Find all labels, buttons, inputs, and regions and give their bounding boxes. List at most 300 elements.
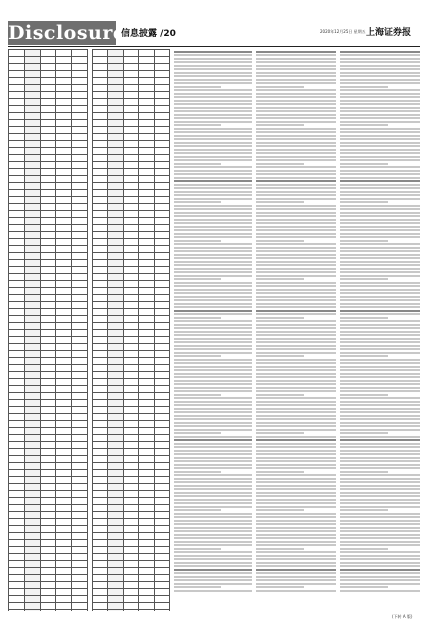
table-cell	[56, 246, 72, 253]
table-cell	[108, 57, 123, 64]
table-cell	[56, 505, 72, 512]
table-row	[9, 141, 88, 148]
table-cell	[72, 449, 88, 456]
table-cell	[154, 197, 169, 204]
table-cell	[24, 183, 40, 190]
text-line	[340, 401, 420, 403]
table-cell	[154, 162, 169, 169]
table-cell	[139, 281, 154, 288]
table-cell	[56, 386, 72, 393]
table-cell	[9, 344, 25, 351]
text-line	[340, 502, 420, 504]
table-cell	[24, 575, 40, 582]
holdings-table-2	[92, 49, 170, 611]
table-cell	[24, 281, 40, 288]
table-cell	[24, 533, 40, 540]
text-line	[256, 275, 336, 277]
table-cell	[9, 225, 25, 232]
table-cell	[24, 456, 40, 463]
text-line	[340, 114, 420, 116]
text-line	[256, 481, 336, 483]
text-line	[340, 299, 420, 301]
table-row	[93, 568, 170, 575]
table-cell	[24, 519, 40, 526]
table-cell	[9, 106, 25, 113]
table-row	[9, 120, 88, 127]
text-line	[340, 478, 420, 480]
text-line	[174, 352, 252, 354]
table-cell	[72, 141, 88, 148]
text-line	[340, 296, 420, 298]
table-cell	[72, 358, 88, 365]
table-cell	[139, 435, 154, 442]
table-cell	[9, 92, 25, 99]
table-cell	[123, 85, 138, 92]
table-cell	[72, 211, 88, 218]
table-cell	[139, 470, 154, 477]
text-line	[340, 569, 420, 571]
table-cell	[93, 400, 108, 407]
text-line	[340, 579, 420, 581]
table-cell	[93, 50, 108, 57]
text-line	[174, 488, 252, 490]
table-cell	[72, 155, 88, 162]
table-cell	[123, 442, 138, 449]
text-line	[256, 268, 336, 270]
table-cell	[56, 169, 72, 176]
table-cell	[72, 603, 88, 610]
table-cell	[154, 218, 169, 225]
table-row	[9, 575, 88, 582]
text-line	[174, 408, 252, 410]
text-line	[174, 226, 252, 228]
table-cell	[9, 162, 25, 169]
table-cell	[40, 323, 56, 330]
table-cell	[139, 477, 154, 484]
table-cell	[93, 281, 108, 288]
table-cell	[40, 64, 56, 71]
table-cell	[123, 379, 138, 386]
table-cell	[139, 498, 154, 505]
table-cell	[123, 113, 138, 120]
table-row	[9, 435, 88, 442]
text-line	[340, 495, 420, 497]
table-cell	[24, 484, 40, 491]
table-row	[9, 302, 88, 309]
table-cell	[72, 421, 88, 428]
table-cell	[9, 141, 25, 148]
table-cell	[24, 407, 40, 414]
table-row	[93, 372, 170, 379]
table-cell	[93, 295, 108, 302]
table-cell	[108, 540, 123, 547]
text-line	[340, 121, 420, 123]
table-cell	[56, 239, 72, 246]
table-cell	[139, 414, 154, 421]
table-cell	[9, 176, 25, 183]
text-line	[340, 303, 420, 305]
table-cell	[72, 106, 88, 113]
table-cell	[154, 260, 169, 267]
table-cell	[72, 148, 88, 155]
text-line	[340, 124, 388, 126]
table-row	[93, 379, 170, 386]
table-cell	[24, 246, 40, 253]
text-line	[340, 282, 420, 284]
table-row	[9, 50, 88, 57]
table-cell	[40, 106, 56, 113]
table-cell	[139, 323, 154, 330]
text-line	[174, 180, 252, 182]
text-line	[174, 401, 252, 403]
table-row	[93, 519, 170, 526]
table-cell	[108, 421, 123, 428]
table-cell	[93, 323, 108, 330]
table-cell	[108, 246, 123, 253]
text-line	[174, 390, 252, 392]
text-line	[340, 338, 420, 340]
text-line	[256, 317, 304, 319]
table-row	[9, 295, 88, 302]
table-cell	[139, 554, 154, 561]
table-cell	[72, 386, 88, 393]
table-row	[93, 113, 170, 120]
text-line	[340, 194, 420, 196]
table-cell	[24, 554, 40, 561]
text-line	[256, 296, 336, 298]
table-cell	[93, 106, 108, 113]
table-cell	[93, 365, 108, 372]
table-cell	[93, 57, 108, 64]
table-cell	[56, 141, 72, 148]
table-cell	[154, 267, 169, 274]
text-line	[340, 96, 420, 98]
table-cell	[139, 365, 154, 372]
text-line	[174, 548, 221, 550]
table-cell	[72, 372, 88, 379]
text-line	[174, 436, 252, 438]
table-cell	[123, 141, 138, 148]
text-line	[174, 376, 252, 378]
table-row	[93, 351, 170, 358]
text-line	[174, 404, 252, 406]
text-line	[340, 376, 420, 378]
table-cell	[9, 204, 25, 211]
text-line	[174, 429, 252, 431]
text-line	[174, 306, 252, 308]
table-cell	[24, 155, 40, 162]
text-line	[256, 502, 336, 504]
table-cell	[40, 190, 56, 197]
table-cell	[93, 316, 108, 323]
table-cell	[139, 127, 154, 134]
table-row	[93, 57, 170, 64]
text-line	[174, 373, 252, 375]
table-row	[93, 288, 170, 295]
table-cell	[72, 204, 88, 211]
table-cell	[108, 498, 123, 505]
table-cell	[40, 148, 56, 155]
text-line	[340, 366, 420, 368]
table-cell	[93, 358, 108, 365]
table-cell	[108, 232, 123, 239]
text-line	[174, 537, 252, 539]
table-cell	[24, 99, 40, 106]
table-row	[93, 295, 170, 302]
text-line	[340, 464, 420, 466]
table-cell	[56, 127, 72, 134]
text-line	[340, 110, 420, 112]
table-cell	[139, 596, 154, 603]
text-line	[174, 523, 252, 525]
table-cell	[24, 344, 40, 351]
text-line	[256, 100, 336, 102]
table-cell	[139, 519, 154, 526]
text-line	[256, 289, 336, 291]
table-cell	[72, 99, 88, 106]
table-cell	[108, 190, 123, 197]
text-line	[256, 390, 336, 392]
text-line	[174, 233, 252, 235]
table-cell	[40, 400, 56, 407]
table-cell	[9, 477, 25, 484]
table-cell	[123, 526, 138, 533]
table-row	[93, 540, 170, 547]
table-cell	[93, 442, 108, 449]
text-line	[256, 327, 336, 329]
table-cell	[123, 533, 138, 540]
table-cell	[123, 344, 138, 351]
table-cell	[139, 232, 154, 239]
table-cell	[72, 470, 88, 477]
table-cell	[154, 365, 169, 372]
table-row	[93, 393, 170, 400]
text-line	[256, 121, 336, 123]
text-line	[174, 586, 221, 588]
text-line	[174, 572, 252, 574]
table-row	[93, 421, 170, 428]
table-row	[9, 421, 88, 428]
table-cell	[24, 57, 40, 64]
text-line	[256, 534, 336, 536]
table-cell	[9, 169, 25, 176]
table-cell	[139, 113, 154, 120]
table-cell	[108, 337, 123, 344]
table-cell	[24, 218, 40, 225]
text-line	[256, 142, 336, 144]
table-cell	[56, 120, 72, 127]
table-cell	[108, 351, 123, 358]
text-line	[256, 544, 336, 546]
text-line	[174, 135, 252, 137]
table-cell	[123, 330, 138, 337]
table-cell	[93, 554, 108, 561]
table-cell	[139, 561, 154, 568]
table-cell	[93, 568, 108, 575]
text-line	[256, 180, 336, 182]
text-line	[256, 299, 336, 301]
table-cell	[123, 463, 138, 470]
table-cell	[40, 246, 56, 253]
table-cell	[123, 596, 138, 603]
table-cell	[139, 253, 154, 260]
text-line	[174, 397, 252, 399]
table-cell	[9, 246, 25, 253]
table-row	[93, 127, 170, 134]
table-row	[9, 204, 88, 211]
text-line	[174, 558, 252, 560]
table-cell	[72, 260, 88, 267]
table-cell	[72, 274, 88, 281]
table-cell	[40, 71, 56, 78]
table-row	[93, 449, 170, 456]
table-cell	[40, 260, 56, 267]
table-row	[93, 267, 170, 274]
text-line	[256, 128, 336, 130]
table-cell	[56, 71, 72, 78]
table-cell	[40, 561, 56, 568]
holdings-table-1	[8, 49, 88, 611]
table-cell	[108, 582, 123, 589]
table-cell	[154, 512, 169, 519]
table-cell	[56, 330, 72, 337]
text-line	[256, 334, 336, 336]
text-line	[340, 187, 420, 189]
table-cell	[108, 71, 123, 78]
table-row	[9, 442, 88, 449]
table-row	[93, 281, 170, 288]
text-line	[340, 485, 420, 487]
text-line	[256, 177, 336, 179]
table-cell	[123, 92, 138, 99]
text-line	[256, 523, 336, 525]
table-cell	[40, 470, 56, 477]
text-line	[174, 201, 221, 203]
table-cell	[108, 85, 123, 92]
text-line	[256, 478, 336, 480]
text-line	[340, 163, 388, 165]
text-line	[174, 107, 252, 109]
text-line	[340, 86, 388, 88]
table-cell	[56, 155, 72, 162]
text-line	[174, 303, 252, 305]
table-cell	[108, 106, 123, 113]
table-row	[9, 267, 88, 274]
text-line	[174, 247, 252, 249]
table-cell	[72, 351, 88, 358]
text-line	[340, 306, 420, 308]
table-cell	[9, 603, 25, 610]
table-cell	[40, 435, 56, 442]
text-line	[256, 261, 336, 263]
table-cell	[154, 414, 169, 421]
text-line	[256, 194, 336, 196]
table-cell	[9, 596, 25, 603]
text-line	[174, 460, 252, 462]
table-cell	[72, 183, 88, 190]
table-cell	[24, 267, 40, 274]
table-cell	[154, 253, 169, 260]
table-cell	[123, 484, 138, 491]
text-line	[174, 551, 252, 553]
table-row	[9, 323, 88, 330]
table-cell	[139, 603, 154, 610]
table-cell	[93, 540, 108, 547]
table-cell	[93, 246, 108, 253]
table-cell	[56, 309, 72, 316]
table-cell	[72, 407, 88, 414]
table-cell	[123, 239, 138, 246]
table-cell	[9, 554, 25, 561]
table-cell	[40, 421, 56, 428]
text-line	[340, 191, 420, 193]
text-line	[256, 338, 336, 340]
table-cell	[93, 561, 108, 568]
table-cell	[108, 127, 123, 134]
text-line	[174, 502, 252, 504]
table-cell	[123, 358, 138, 365]
table-cell	[72, 92, 88, 99]
text-line	[174, 411, 252, 413]
text-line	[340, 576, 420, 578]
table-row	[93, 407, 170, 414]
table-cell	[56, 316, 72, 323]
text-line	[340, 558, 420, 560]
text-line	[340, 100, 420, 102]
text-line	[340, 117, 420, 119]
table-row	[9, 512, 88, 519]
text-line	[256, 282, 336, 284]
text-line	[256, 499, 336, 501]
table-cell	[24, 547, 40, 554]
table-cell	[56, 204, 72, 211]
table-row	[9, 99, 88, 106]
table-cell	[108, 197, 123, 204]
table-cell	[56, 393, 72, 400]
table-cell	[108, 372, 123, 379]
table-cell	[154, 358, 169, 365]
text-line	[340, 331, 420, 333]
text-line	[340, 474, 420, 476]
table-cell	[108, 253, 123, 260]
table-cell	[72, 176, 88, 183]
text-line	[340, 135, 420, 137]
table-cell	[9, 253, 25, 260]
text-line	[174, 355, 221, 357]
table-cell	[93, 407, 108, 414]
text-line	[340, 348, 420, 350]
text-line	[256, 240, 304, 242]
text-line	[256, 474, 336, 476]
text-line	[256, 464, 336, 466]
table-cell	[139, 148, 154, 155]
text-line	[340, 548, 388, 550]
table-cell	[9, 484, 25, 491]
text-line	[256, 362, 336, 364]
table-cell	[154, 176, 169, 183]
text-line	[340, 247, 420, 249]
text-line	[256, 149, 336, 151]
text-line	[340, 310, 420, 312]
text-line	[174, 68, 252, 70]
table-cell	[139, 491, 154, 498]
table-cell	[154, 484, 169, 491]
table-cell	[56, 414, 72, 421]
table-cell	[40, 533, 56, 540]
table-cell	[9, 148, 25, 155]
table-cell	[123, 393, 138, 400]
table-cell	[93, 582, 108, 589]
